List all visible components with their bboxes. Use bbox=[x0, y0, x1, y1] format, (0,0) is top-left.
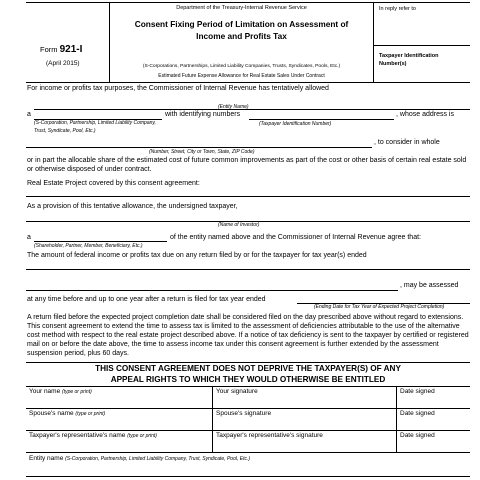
rep-date-cell[interactable]: Date signed bbox=[400, 432, 435, 439]
tin-field[interactable] bbox=[249, 119, 394, 120]
amount-text: The amount of federal income or profits tax due on any return filed by or for the taxpayer for tax year(s) ended bbox=[27, 252, 367, 259]
form-label: Form bbox=[40, 45, 58, 54]
notice-line-1: THIS CONSENT AGREEMENT DOES NOT DEPRIVE THE TAXPAYER(S) OF ANY bbox=[95, 364, 401, 373]
tax-years-field[interactable] bbox=[26, 269, 470, 270]
investor-caption: (Name of Investor) bbox=[218, 222, 260, 228]
spouse-name-hint: (type or print) bbox=[75, 411, 106, 417]
sig-row-divider-1 bbox=[26, 408, 470, 409]
entity-agree-text: of the entity named above and the Commissioner of Internal Revenue agree that: bbox=[170, 234, 421, 241]
entity-name-footer[interactable] bbox=[29, 455, 250, 462]
may-be-assessed-label: , may be assessed bbox=[400, 282, 459, 289]
rep-name-label: Taxpayer's representative's name bbox=[29, 432, 126, 439]
entity-type-caption-2: Trust, Syndicate, Pool, Etc.) bbox=[34, 128, 96, 134]
with-id-label: with identifying numbers bbox=[165, 111, 241, 118]
sig-table-top bbox=[26, 386, 470, 387]
ending-date-caption: (Ending Date for Tax Year of Expected Project Completion) bbox=[314, 304, 445, 310]
tin-caption: (Taxpayer Identification Number) bbox=[259, 121, 332, 127]
a-label-1: a bbox=[27, 111, 31, 118]
tax-years-field-2[interactable] bbox=[26, 290, 398, 291]
provision-text: As a provision of this tentative allowance, the undersigned taxpayer, bbox=[27, 203, 238, 210]
entity-name-caption: (Entity Name) bbox=[218, 104, 249, 110]
spouse-signature-cell[interactable]: Spouse's signature bbox=[216, 410, 272, 417]
your-name-cell[interactable] bbox=[29, 388, 92, 395]
header-bottom-rule bbox=[26, 82, 470, 83]
form-title-line1: Consent Fixing Period of Limitation on Assessment of bbox=[134, 19, 349, 29]
tin-label-line1: Taxpayer Identification bbox=[379, 53, 439, 59]
rep-signature-cell[interactable]: Taxpayer's representative's signature bbox=[216, 432, 323, 439]
sig-row-divider-2 bbox=[26, 430, 470, 431]
form-title-line2: Income and Profits Tax bbox=[196, 31, 287, 41]
investor-role-field[interactable] bbox=[34, 241, 167, 242]
consider-whole-label: , to consider in whole bbox=[374, 139, 440, 146]
address-field[interactable] bbox=[26, 147, 372, 148]
your-name-hint: (type or print) bbox=[62, 389, 92, 395]
form-date: (April 2015) bbox=[46, 60, 80, 67]
entity-footer-bottom bbox=[26, 476, 470, 477]
entity-footer-hint: (S-Corporation, Partnership, Limited Liability Company, Trust, Syndicate, Pool, Etc.) bbox=[65, 456, 251, 462]
whose-address-label: , whose address is bbox=[396, 111, 454, 118]
header-divider-left bbox=[109, 2, 110, 82]
entity-name-field[interactable] bbox=[34, 109, 470, 110]
allocable-paragraph: or in part the allocable share of the estimated cost of future common improvements as part of the cost or other basis of certain real estate sold or otherwise disposed of under contract. bbox=[27, 157, 467, 174]
your-signature-cell[interactable]: Your signature bbox=[216, 388, 258, 395]
project-field[interactable] bbox=[26, 196, 470, 197]
entity-type-caption-1: (S-Corporation, Partnership, Limited Liability Company, bbox=[34, 120, 156, 126]
spouse-name-cell[interactable] bbox=[29, 410, 105, 417]
tin-label-line2: Number(s) bbox=[379, 61, 407, 67]
reply-box-rule bbox=[373, 45, 470, 46]
spouse-name-label: Spouse's name bbox=[29, 410, 74, 417]
reply-refer-label: In reply refer to bbox=[379, 6, 416, 12]
address-caption: (Number, Street, City or Town, State, ZIP Code) bbox=[149, 149, 255, 155]
sig-table-bottom bbox=[26, 452, 470, 453]
shareholder-caption: (Shareholder, Partner, Member, Beneficiary, Etc.) bbox=[34, 243, 143, 249]
a-label-2: a bbox=[27, 234, 31, 241]
your-name-label: Your name bbox=[29, 388, 61, 395]
rep-name-cell[interactable] bbox=[29, 432, 157, 439]
intro-text: For income or profits tax purposes, the Commissioner of Internal Revenue has tentatively allowed bbox=[27, 85, 329, 92]
spouse-date-cell[interactable]: Date signed bbox=[400, 410, 435, 417]
sig-col-divider-2 bbox=[396, 386, 397, 452]
header-divider-right bbox=[373, 2, 374, 82]
any-time-text: at any time before and up to one year after a return is filed for tax year ended bbox=[27, 296, 266, 303]
form-subtitle-line1: (S-Corporations, Partnerships, Limited Liability Companies, Trusts, Syndicates, Pools, Etc.) bbox=[142, 64, 341, 69]
notice-line-2: APPEAL RIGHTS TO WHICH THEY WOULD OTHERWISE BE ENTITLED bbox=[110, 375, 386, 384]
header-top-rule bbox=[26, 2, 470, 3]
your-date-cell[interactable]: Date signed bbox=[400, 388, 435, 395]
rep-name-hint: (type or print) bbox=[127, 433, 157, 439]
form-id bbox=[40, 44, 82, 55]
long-paragraph: A return filed before the expected project completion date shall be considered filed on the day prescribed above without regard to extensions. This consent agreement to extend the time to assess tax is limited to the assessment of deficiencies attributable to the use of the alternative cost method with respect to the real estate project described above. If a notice of tax deficiency is sent to the taxpayer by certified or registered mail on or before the date above, the time to assess income tax under this consent agreement is further extended by the assessment suspension period, plus 60 days. bbox=[27, 314, 469, 358]
sig-col-divider-1 bbox=[212, 386, 213, 452]
department-name: Department of the Treasury-Internal Revenue Service bbox=[176, 5, 307, 11]
form-subtitle-line2: Estimated Future Expense Allowance for Real Estate Sales Under Contract bbox=[158, 73, 325, 79]
entity-footer-label: Entity name bbox=[29, 455, 64, 462]
project-label: Real Estate Project covered by this consent agreement: bbox=[27, 180, 200, 187]
form-number: 921-I bbox=[59, 44, 83, 55]
notice-top-rule bbox=[26, 362, 470, 363]
